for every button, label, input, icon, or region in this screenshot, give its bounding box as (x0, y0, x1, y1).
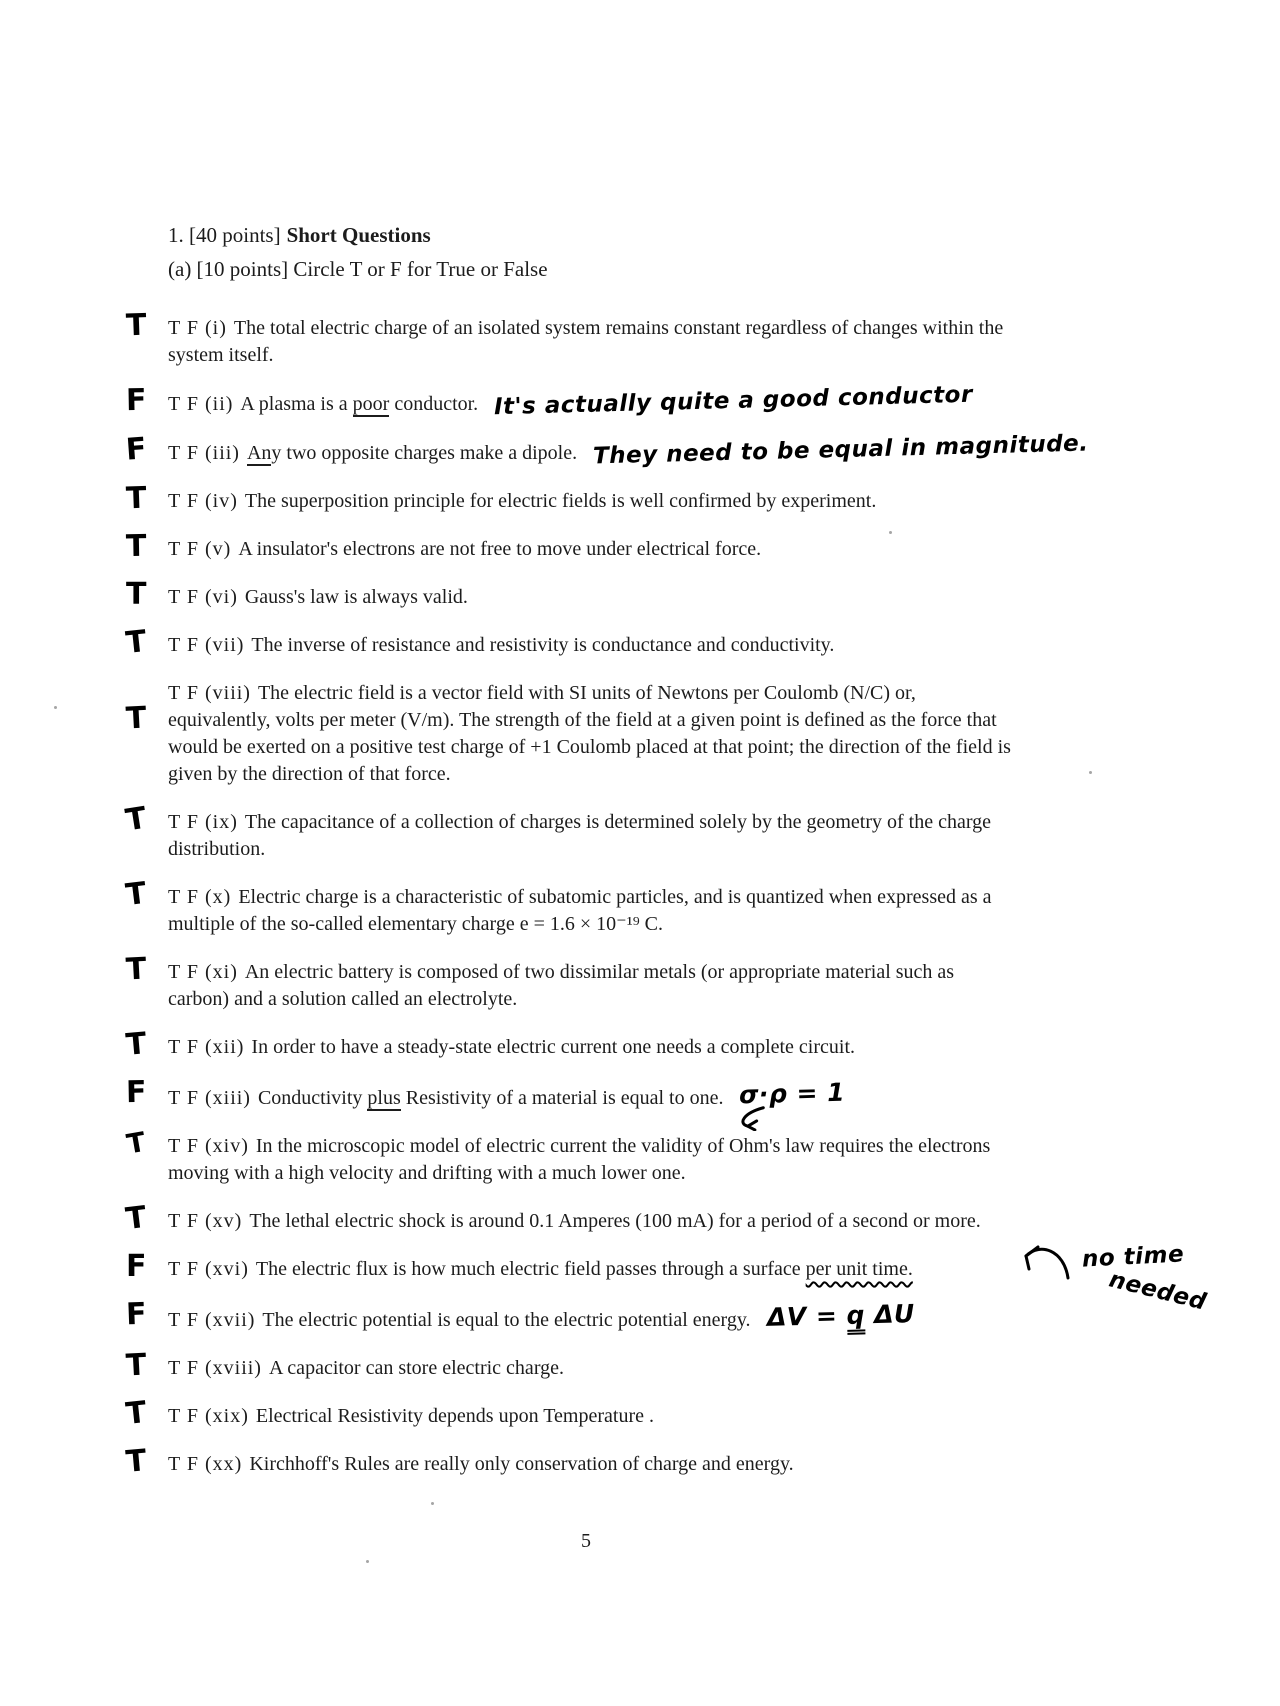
tf-label: T F (xiv) (168, 1135, 249, 1157)
handwritten-answer: T (125, 528, 147, 565)
handwritten-answer: T (125, 1347, 148, 1384)
handwritten-answer: F (125, 1074, 147, 1111)
handwritten-answer: T (124, 1026, 148, 1063)
handwritten-answer: T (125, 480, 148, 517)
tf-label: T F (xiii) (168, 1087, 251, 1109)
question-text: The total electric charge of an isolated system remains constant regardless of changes within the system itself. (168, 317, 1004, 366)
question-text: conductor. (389, 393, 479, 415)
question-xiii (125, 1074, 1020, 1112)
tf-label: T F (viii) (168, 682, 251, 704)
section-title: Short Questions (286, 223, 431, 247)
tf-label: T F (ii) (168, 393, 234, 415)
question-text: Conductivity (257, 1087, 368, 1109)
question-i (125, 307, 1020, 369)
question-xvii (125, 1296, 1020, 1334)
tf-label: T F (vi) (168, 586, 238, 608)
underlined-word: plus (367, 1087, 401, 1109)
question-text: Kirchhoff's Rules are really only conservation of charge and energy. (249, 1453, 794, 1475)
handwritten-answer: T (123, 1199, 149, 1238)
tf-label: T F (xv) (168, 1210, 243, 1232)
tf-label: T F (ix) (168, 811, 238, 833)
question-text: y two opposite charges make a dipole. (271, 442, 578, 464)
handwritten-answer: T (125, 307, 148, 344)
handwritten-answer: T (125, 951, 148, 988)
question-vi (126, 577, 1020, 612)
page-number: 5 (581, 1530, 591, 1552)
wavy-underlined-phrase: per unit time. (805, 1258, 913, 1280)
question-text: Gauss's law is always valid. (244, 586, 468, 608)
handwritten-answer: F (125, 1296, 148, 1333)
handwritten-answer: T (125, 700, 148, 737)
question-text: A capacitor can store electric charge. (268, 1357, 564, 1379)
tf-label: T F (xix) (168, 1405, 249, 1427)
section-heading (168, 222, 1020, 249)
question-text: The lethal electric shock is around 0.1 Amperes (100 mA) for a period of a second or more. (249, 1210, 981, 1232)
question-v (125, 528, 1020, 565)
question-text: The inverse of resistance and resistivity is conductance and conductivity. (251, 634, 835, 656)
question-iv (125, 480, 1020, 517)
question-xv (123, 1199, 1020, 1238)
question-text: Resistivity of a material is equal to one. (400, 1087, 724, 1109)
question-iii (124, 430, 1089, 470)
question-text: In order to have a steady-state electric current one needs a complete circuit. (251, 1036, 856, 1058)
tf-label: T F (xvi) (168, 1258, 249, 1280)
tf-label: T F (xii) (168, 1036, 245, 1058)
tf-label: T F (xvii) (168, 1309, 256, 1331)
question-text: The electric potential is equal to the electric potential energy. (262, 1309, 751, 1331)
curved-arrow-icon (1006, 1242, 1076, 1284)
question-xviii (125, 1347, 1020, 1384)
handwritten-note-line1: no time (1081, 1241, 1185, 1273)
part-instruction: (a) [10 points] Circle T or F for True or False (168, 257, 548, 281)
tf-label: T F (xx) (168, 1453, 243, 1475)
handwritten-note: It's actually quite a good conductor (493, 381, 974, 421)
question-xii (124, 1026, 1020, 1063)
scan-speck (431, 1502, 434, 1505)
handwritten-note: They need to be equal in magnitude. (592, 430, 1089, 470)
scan-speck (1089, 771, 1092, 774)
question-text: The superposition principle for electric fields is well confirmed by experiment. (244, 490, 877, 512)
cancelled-q: q (846, 1300, 865, 1334)
section-number-points: 1. [40 points] (168, 223, 281, 247)
handwritten-answer: T (124, 1126, 148, 1161)
handwritten-formula: σ·ρ = 1 (739, 1079, 846, 1109)
handwritten-answer: T (126, 577, 147, 612)
question-ii (125, 381, 1020, 421)
handwritten-answer: T (123, 875, 149, 914)
handwritten-answer: F (124, 431, 148, 468)
tf-label: T F (xviii) (168, 1357, 262, 1379)
handwritten-note-line2: needed (1106, 1266, 1209, 1316)
question-xi (125, 951, 1020, 1013)
curly-arrow-icon (736, 1104, 775, 1131)
question-x (123, 875, 1020, 938)
exam-content (123, 222, 1209, 1499)
underlined-word: poor (352, 393, 390, 415)
question-text: A insulator's electrons are not free to move under electrical force. (238, 538, 762, 560)
question-xix (124, 1395, 1020, 1432)
handwritten-formula: ΔV = q ΔU (766, 1300, 914, 1331)
question-text: The electric field is a vector field with SI units of Newtons per Coulomb (N/C) or, equivalently, volts per meter (V/m). The strength of the field at a given point is defined as the force that would be exerted on a positive test charge of +1 Coulomb placed at that point; the direction of the field is given by the direction of that force. (168, 682, 1011, 785)
tf-label: T F (v) (168, 538, 232, 560)
question-text: The capacitance of a collection of charges is determined solely by the geometry of the charge distribution. (168, 811, 992, 860)
scan-speck (366, 1560, 369, 1563)
tf-label: T F (i) (168, 317, 227, 339)
question-text: An electric battery is composed of two dissimilar metals (or appropriate material such as carbon) and a solution called an electrolyte. (168, 961, 955, 1010)
handwritten-answer: T (124, 1395, 149, 1432)
tf-label: T F (iv) (168, 490, 238, 512)
question-vii (124, 624, 1020, 661)
handwritten-answer: T (124, 1443, 148, 1480)
underlined-word: An (246, 442, 272, 464)
question-ix (123, 800, 1020, 863)
handwritten-note (1006, 1234, 1280, 1324)
question-xiv (124, 1126, 1020, 1187)
question-text: Electrical Resistivity depends upon Temperature . (255, 1405, 654, 1427)
question-viii (125, 680, 1020, 788)
tf-label: T F (iii) (168, 442, 240, 464)
tf-label: T F (vii) (168, 634, 245, 656)
question-text: A plasma is a (240, 393, 353, 415)
tf-label: T F (xi) (168, 961, 238, 983)
handwritten-answer: T (124, 624, 149, 661)
handwritten-answer: T (123, 800, 150, 839)
question-text: In the microscopic model of electric current the validity of Ohm's law requires the electrons moving with a high velocity and drifting with a much lower one. (168, 1135, 991, 1184)
scan-speck (889, 531, 892, 534)
question-xx (124, 1443, 1020, 1480)
handwritten-answer: F (125, 382, 147, 419)
tf-label: T F (x) (168, 886, 232, 908)
question-text: The electric flux is how much electric field passes through a surface (255, 1258, 806, 1280)
question-text: Electric charge is a characteristic of subatomic particles, and is quantized when expressed as a multiple of the so-called elementary charge e = 1.6 × 10⁻¹⁹ C. (168, 886, 992, 935)
handwritten-answer: F (126, 1249, 147, 1284)
scan-speck (54, 706, 57, 709)
